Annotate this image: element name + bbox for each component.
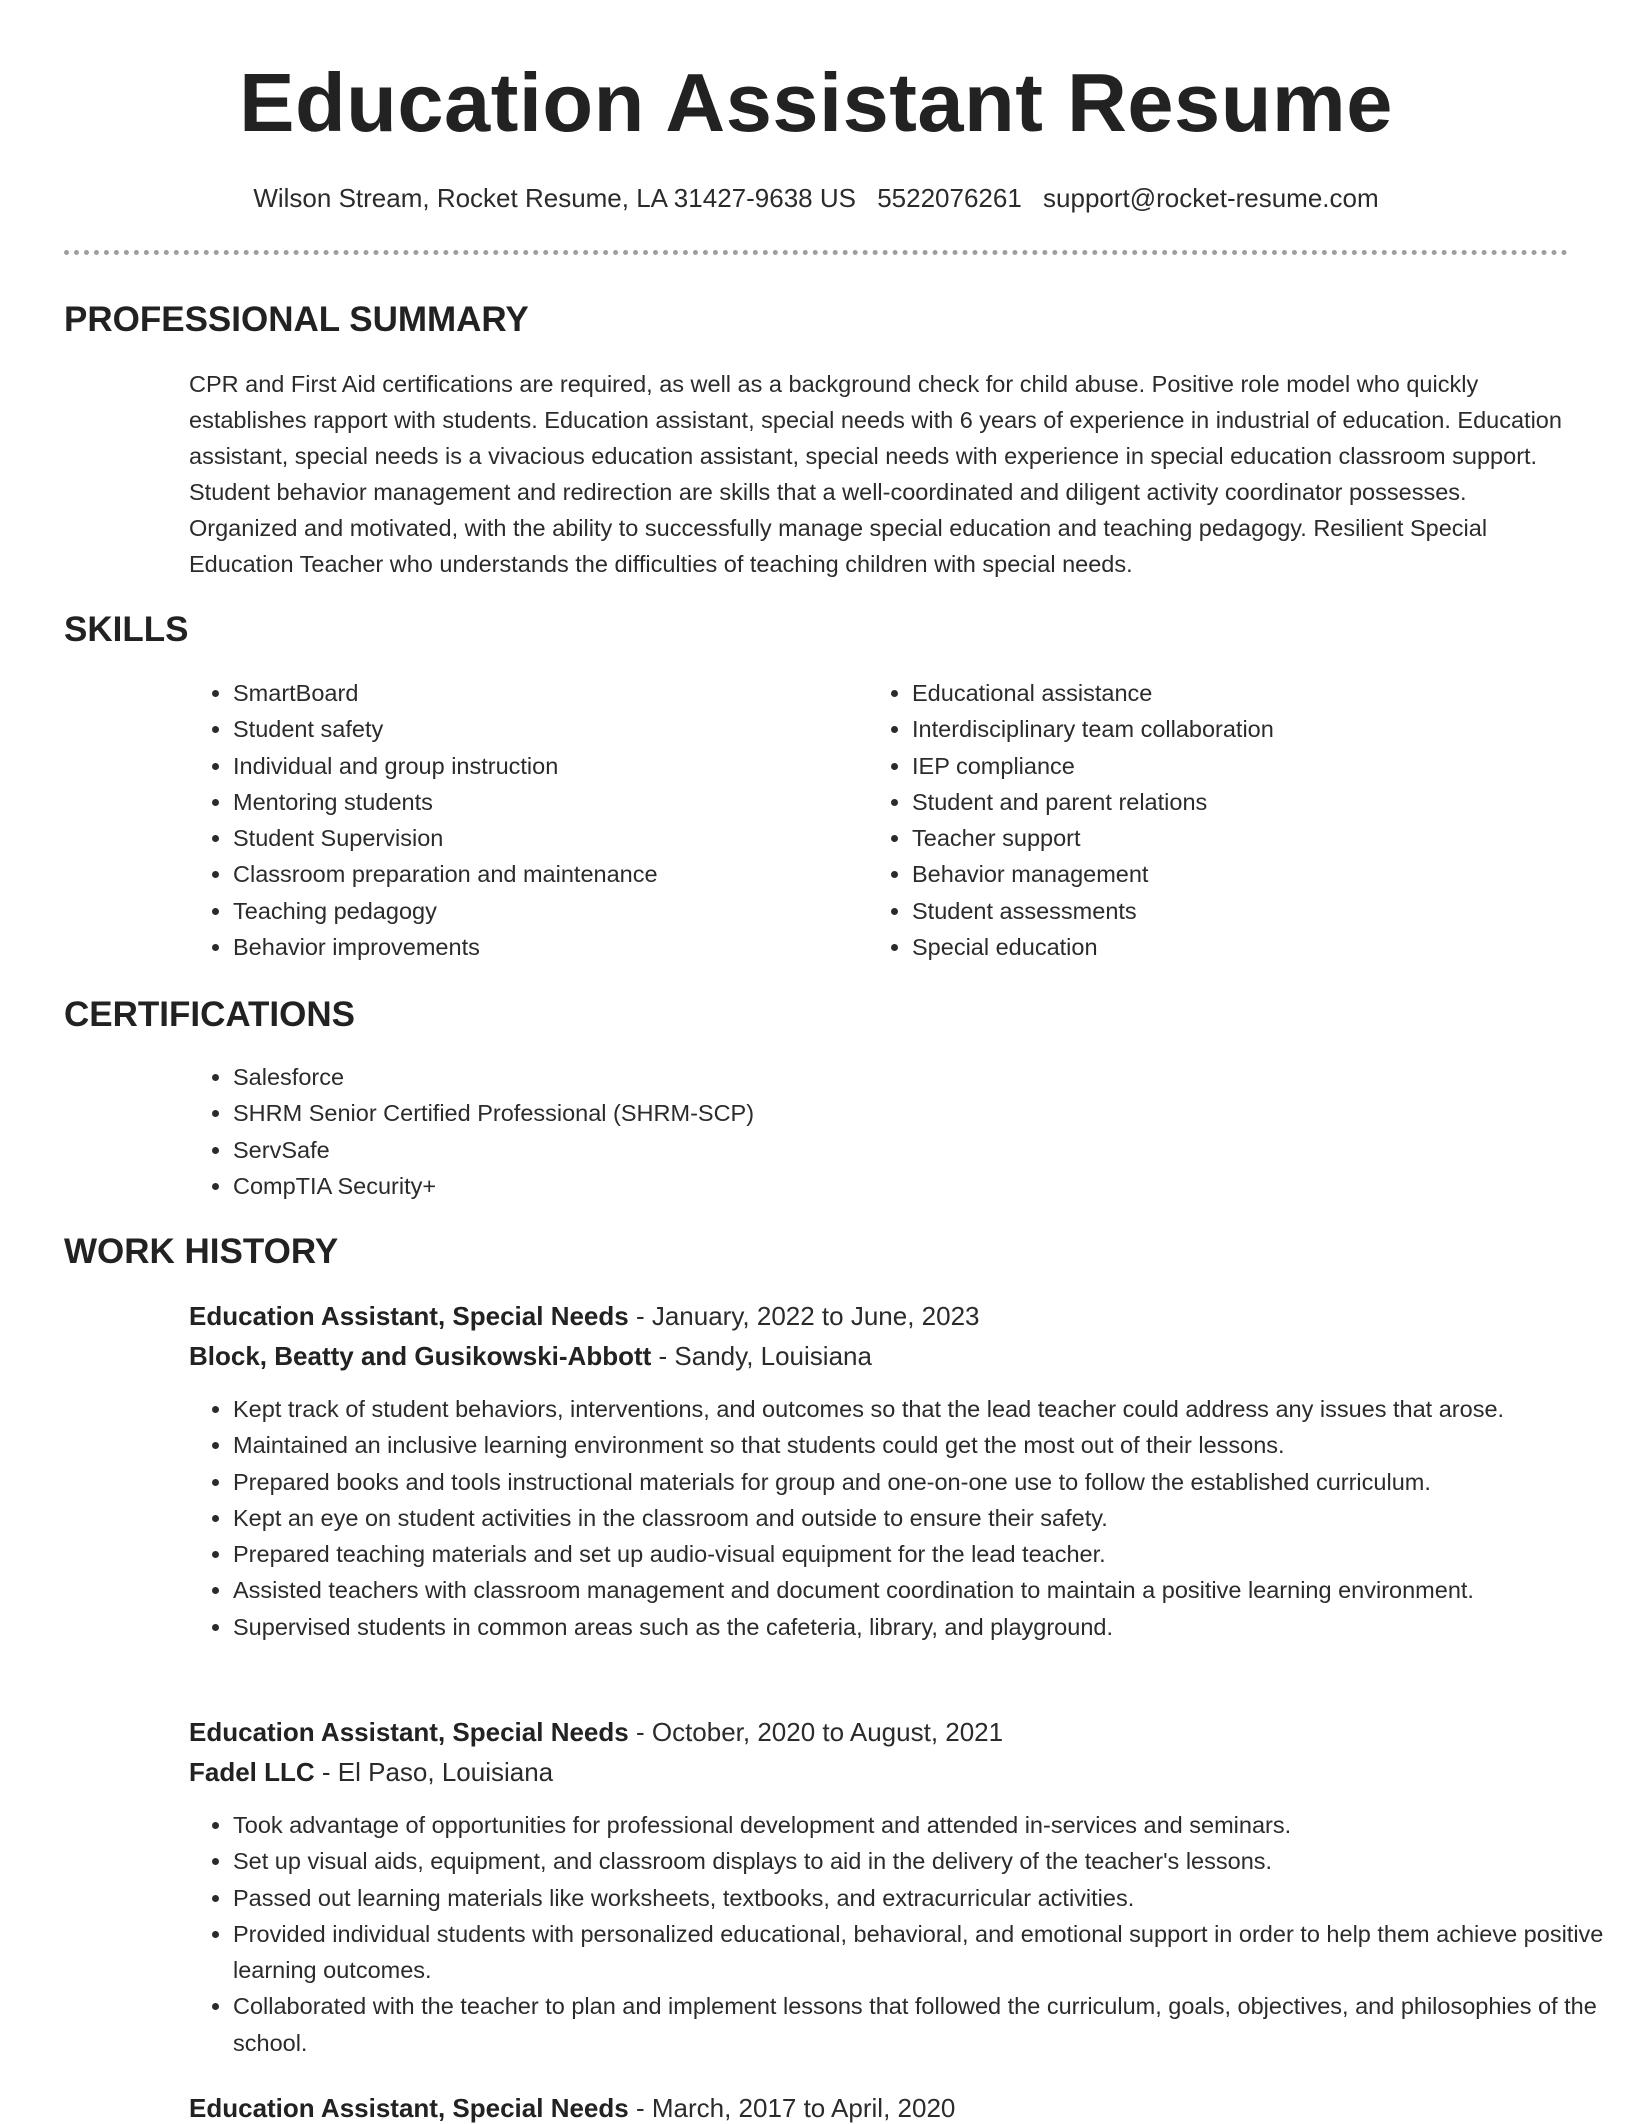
skill-item: • Educational assistance — [912, 675, 1572, 711]
job-title: Education Assistant, Special Needs — [189, 1717, 629, 1747]
skills-list-right — [868, 675, 1572, 965]
skill-item: • Student Supervision — [233, 820, 853, 856]
skill-item: • Individual and group instruction — [233, 748, 853, 784]
job-title: Education Assistant, Special Needs — [189, 2093, 629, 2123]
contact-email: support@rocket-resume.com — [1043, 183, 1379, 213]
job-company-line — [189, 1756, 553, 1788]
job-company: Fadel LLC — [189, 1757, 315, 1787]
job-bullet: • Prepared books and tools instructional materials for group and one-on-one use to follow the established curriculum. — [233, 1464, 1613, 1500]
job-bullet: • Set up visual aids, equipment, and classroom displays to aid in the delivery of the teacher's lessons. — [233, 1843, 1613, 1879]
resume-title: Education Assistant Resume — [239, 56, 1393, 149]
job-bullet: • Kept track of student behaviors, interventions, and outcomes so that the lead teacher could address any issues that arose. — [233, 1391, 1613, 1427]
skill-item: • SmartBoard — [233, 675, 853, 711]
skill-item: • Student safety — [233, 711, 853, 747]
job-bullet: • Kept an eye on student activities in the classroom and outside to ensure their safety. — [233, 1500, 1613, 1536]
certification-item: • ServSafe — [233, 1132, 1533, 1168]
skill-item: • Mentoring students — [233, 784, 853, 820]
summary-text: CPR and First Aid certifications are required, as well as a background check for child abuse. Positive role model who quickly establishes rapport with students. Education assistant, special needs with 6 years of experience in industrial of education. Education assistant, special needs is a vivacious education assistant, special needs with experience in special education classroom support. Student behavior management and redirection are skills that a well-coordinated and diligent activity coordinator possesses. Organized and motivated, with the ability to successfully manage special education and teaching pedagogy. Resilient Special Education Teacher who understands the difficulties of teaching children with special needs. — [189, 371, 1562, 577]
skill-item: • Classroom preparation and maintenance — [233, 856, 853, 892]
skill-item: • Special education — [912, 929, 1572, 965]
summary-heading: PROFESSIONAL SUMMARY — [64, 300, 529, 339]
job-bullet: • Supervised students in common areas such as the cafeteria, library, and playground. — [233, 1609, 1613, 1645]
job-bullet: • Passed out learning materials like worksheets, textbooks, and extracurricular activities. — [233, 1880, 1613, 1916]
job-bullets — [189, 1807, 1613, 2061]
job-bullet: • Prepared teaching materials and set up audio-visual equipment for the lead teacher. — [233, 1536, 1613, 1572]
job-company-line — [189, 1340, 872, 1372]
certification-item: • SHRM Senior Certified Professional (SHRM-SCP) — [233, 1095, 1533, 1131]
job-title-line — [189, 2092, 955, 2124]
job-company: Block, Beatty and Gusikowski-Abbott — [189, 1341, 652, 1371]
job-location: - Sandy, Louisiana — [651, 1341, 872, 1371]
job-dates: - March, 2017 to April, 2020 — [628, 2093, 956, 2123]
certifications-heading: CERTIFICATIONS — [64, 995, 356, 1034]
certification-item: • Salesforce — [233, 1059, 1533, 1095]
skill-item: • Teaching pedagogy — [233, 893, 853, 929]
skill-item: • Student and parent relations — [912, 784, 1572, 820]
skill-item: • Student assessments — [912, 893, 1572, 929]
job-location: - El Paso, Louisiana — [314, 1757, 554, 1787]
skill-item: • Behavior improvements — [233, 929, 853, 965]
contact-info — [0, 182, 1632, 214]
job-title-line — [189, 1716, 1003, 1748]
job-bullet: • Took advantage of opportunities for professional development and attended in-services and seminars. — [233, 1807, 1613, 1843]
job-title: Education Assistant, Special Needs — [189, 1301, 629, 1331]
job-bullet: • Provided individual students with personalized educational, behavioral, and emotional support in order to help them achieve positive learning outcomes. — [233, 1916, 1613, 1989]
job-bullet: • Assisted teachers with classroom management and document coordination to maintain a positive learning environment. — [233, 1572, 1613, 1608]
header-divider — [64, 250, 1568, 255]
skill-item: • IEP compliance — [912, 748, 1572, 784]
job-bullets — [189, 1391, 1613, 1645]
skills-heading: SKILLS — [64, 610, 189, 649]
skill-item: • Interdisciplinary team collaboration — [912, 711, 1572, 747]
job-dates: - January, 2022 to June, 2023 — [628, 1301, 980, 1331]
skill-item: • Teacher support — [912, 820, 1572, 856]
skills-list-left — [189, 675, 853, 965]
certifications-list — [189, 1059, 1533, 1204]
certification-item: • CompTIA Security+ — [233, 1168, 1533, 1204]
job-title-line — [189, 1300, 980, 1332]
contact-phone: 5522076261 — [877, 183, 1022, 213]
skill-item: • Behavior management — [912, 856, 1572, 892]
job-bullet: • Maintained an inclusive learning environment so that students could get the most out of their lessons. — [233, 1427, 1613, 1463]
job-dates: - October, 2020 to August, 2021 — [628, 1717, 1004, 1747]
contact-address: Wilson Stream, Rocket Resume, LA 31427-9638 US — [253, 183, 856, 213]
work-history-heading: WORK HISTORY — [64, 1232, 339, 1271]
job-bullet: • Collaborated with the teacher to plan and implement lessons that followed the curriculum, goals, objectives, and philosophies of the school. — [233, 1988, 1613, 2061]
